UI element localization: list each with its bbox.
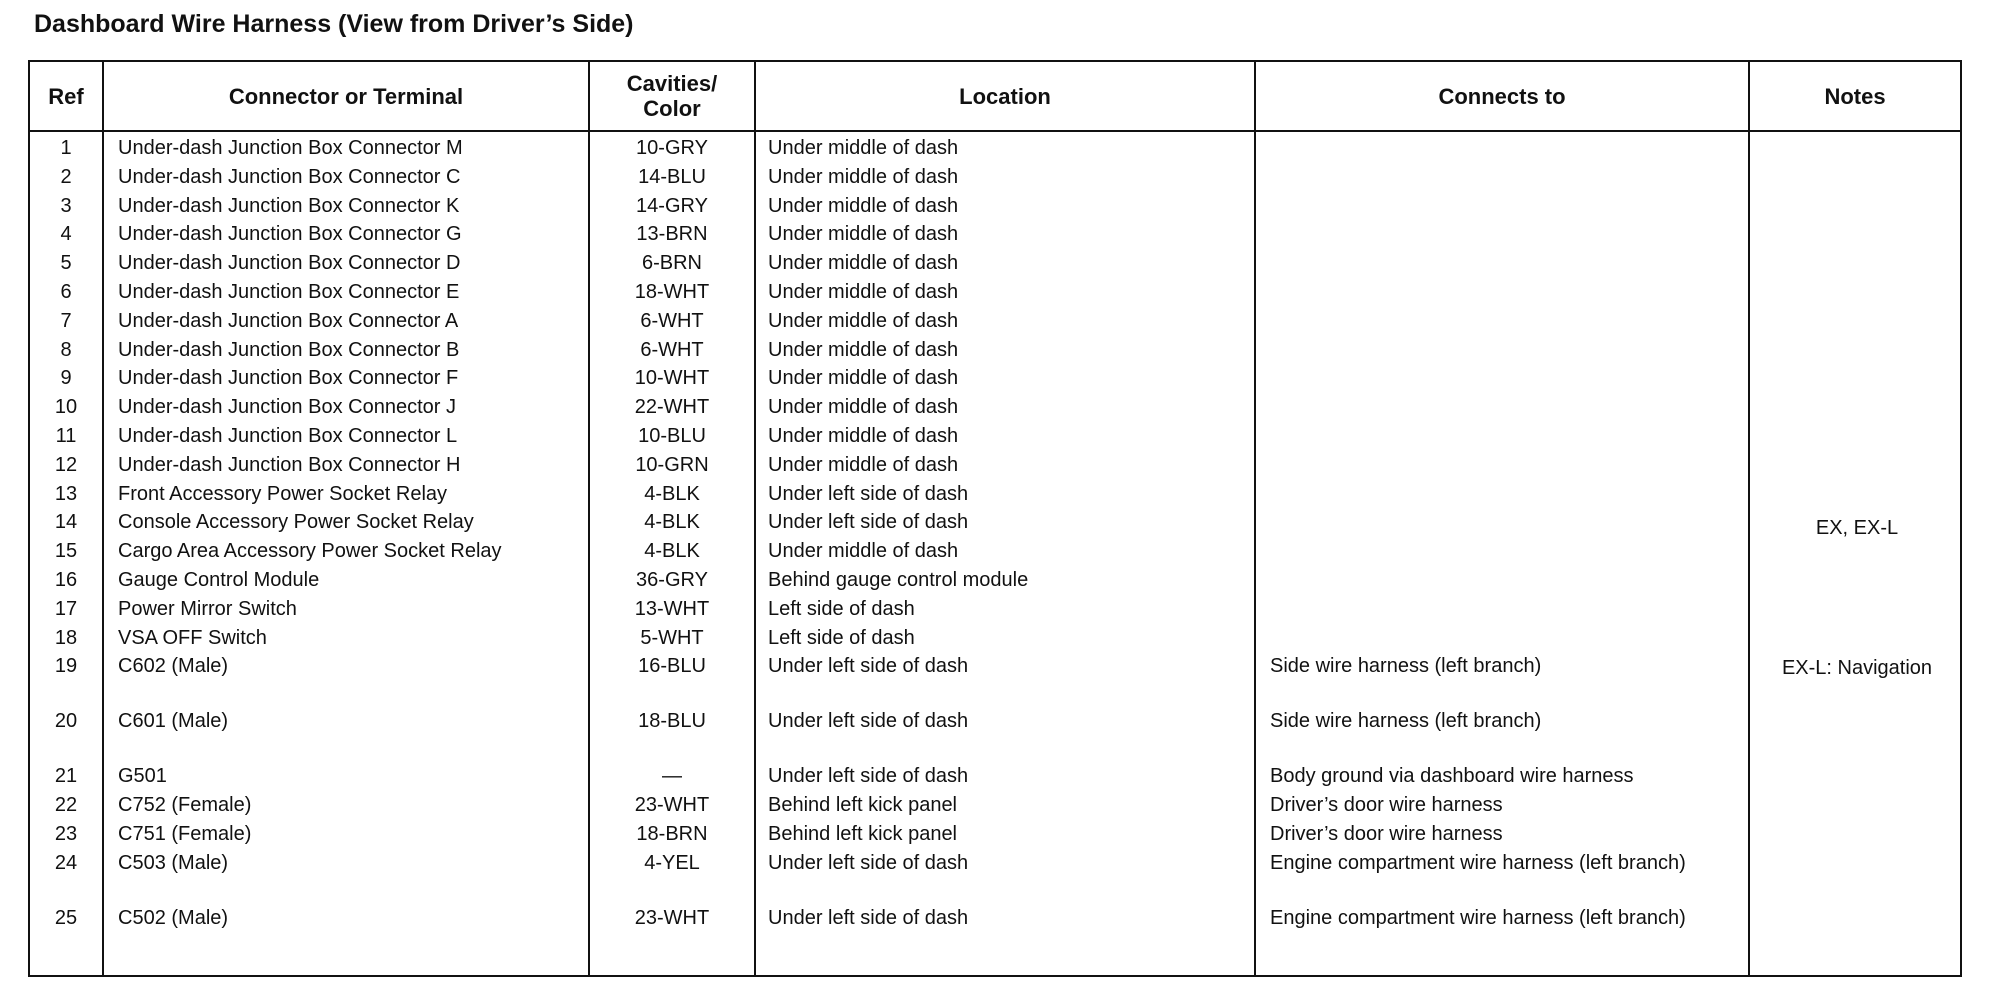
cell-connector: G501 (118, 765, 167, 788)
cell-location: Under middle of dash (768, 194, 959, 217)
cell-location: Under middle of dash (768, 309, 959, 332)
cell-location: Under left side of dash (768, 906, 969, 929)
cell-connector: Under-dash Junction Box Connector G (118, 223, 462, 246)
cell-location: Under middle of dash (768, 223, 959, 246)
cell-location: Under middle of dash (768, 137, 959, 159)
cell-connector: Under-dash Junction Box Connector H (118, 453, 461, 476)
cell-cavities: 22-WHT (634, 396, 710, 419)
cell-location: Under left side of dash (768, 851, 969, 874)
note-exl-navigation: EX-L: Navigation (1781, 657, 1933, 679)
cell-location: Under middle of dash (768, 338, 959, 361)
cell-connector: Under-dash Junction Box Connector F (118, 367, 459, 390)
cell-location: Under middle of dash (768, 252, 959, 275)
cell-cavities: 10-BLU (638, 425, 706, 447)
cell-connector: Under-dash Junction Box Connector A (118, 309, 459, 332)
header-cavities-line1: Cavities/ (626, 71, 718, 96)
cell-cavities: 18-BLU (638, 710, 706, 733)
cell-cavities: 6-WHT (640, 338, 704, 361)
cell-connector: Under-dash Junction Box Connector E (118, 281, 460, 303)
header-cavities-line2: Color (643, 96, 701, 121)
cell-cavities: 13-WHT (634, 597, 710, 620)
page-title: Dashboard Wire Harness (View from Driver’s Side) (34, 10, 634, 38)
cell-ref: 17 (54, 597, 78, 620)
cell-cavities: — (662, 765, 682, 788)
cell-connector: Power Mirror Switch (118, 597, 297, 620)
cell-cavities: 36-GRY (636, 569, 708, 591)
cell-ref: 10 (54, 396, 78, 419)
cell-connector: Under-dash Junction Box Connector B (118, 338, 460, 361)
cell-cavities: 16-BLU (638, 655, 706, 678)
cell-connects-to: Driver’s door wire harness (1270, 794, 1503, 817)
cell-ref: 16 (54, 569, 78, 591)
header-connects-to: Connects to (1438, 83, 1566, 109)
cell-connector: C503 (Male) (118, 851, 229, 874)
cell-ref: 4 (60, 223, 72, 246)
cell-cavities: 6-BRN (641, 252, 702, 275)
cell-ref: 15 (54, 540, 78, 563)
cell-ref: 13 (54, 482, 78, 505)
header-ref: Ref (48, 83, 84, 109)
header-cavities (590, 62, 754, 130)
cell-connects-to: Engine compartment wire harness (left branch) (1270, 906, 1686, 929)
cell-ref: 21 (54, 765, 78, 788)
note-ex-exl: EX, EX-L (1815, 517, 1899, 539)
cell-connects-to: Body ground via dashboard wire harness (1270, 765, 1634, 788)
cell-cavities: 13-BRN (636, 223, 708, 246)
cell-connects-to: Side wire harness (left branch) (1270, 655, 1542, 678)
cell-connector: Under-dash Junction Box Connector J (118, 396, 456, 419)
cell-location: Under middle of dash (768, 540, 959, 563)
cell-ref: 11 (55, 425, 77, 447)
cell-cavities: 18-BRN (636, 823, 708, 845)
cell-ref: 1 (60, 137, 72, 159)
cell-location: Under middle of dash (768, 281, 959, 303)
cell-location: Left side of dash (768, 597, 915, 620)
cell-ref: 5 (60, 252, 72, 275)
cell-location: Under middle of dash (768, 367, 959, 390)
cell-ref: 25 (54, 906, 78, 929)
cell-location: Behind gauge control module (768, 569, 1029, 591)
cell-ref: 14 (54, 511, 78, 534)
cell-connector: Under-dash Junction Box Connector D (118, 252, 461, 275)
cell-connects-to: Side wire harness (left branch) (1270, 710, 1542, 733)
cell-cavities: 14-BLU (638, 165, 706, 188)
cell-location: Under middle of dash (768, 396, 959, 419)
cell-cavities: 4-BLK (644, 511, 700, 534)
cell-cavities: 4-YEL (644, 851, 700, 874)
table-body (30, 132, 1960, 977)
cell-cavities: 5-WHT (640, 626, 704, 649)
cell-cavities: 10-GRN (635, 453, 709, 476)
cell-connector: C601 (Male) (118, 710, 229, 733)
cell-connector: Console Accessory Power Socket Relay (118, 511, 474, 534)
cell-ref: 20 (54, 710, 78, 733)
cell-ref: 12 (54, 453, 78, 476)
cell-location: Under left side of dash (768, 710, 969, 733)
cell-cavities: 23-WHT (634, 794, 710, 817)
cell-cavities: 4-BLK (644, 482, 700, 505)
cell-connector: Front Accessory Power Socket Relay (118, 482, 448, 505)
cell-connector: Under-dash Junction Box Connector K (118, 194, 460, 217)
cell-cavities: 10-GRY (636, 137, 708, 159)
cell-connects-to: Engine compartment wire harness (left branch) (1270, 851, 1686, 874)
cell-ref: 22 (54, 794, 78, 817)
cell-ref: 18 (54, 626, 78, 649)
cell-connector: C602 (Male) (118, 655, 229, 678)
header-notes: Notes (1824, 83, 1886, 109)
cell-connector: Gauge Control Module (118, 569, 320, 591)
cell-connector: Under-dash Junction Box Connector L (118, 425, 458, 447)
cell-connector: C752 (Female) (118, 794, 252, 817)
cell-location: Under middle of dash (768, 453, 959, 476)
cell-ref: 2 (60, 165, 72, 188)
cell-ref: 3 (60, 194, 72, 217)
cell-location: Under middle of dash (768, 165, 959, 188)
cell-location: Under middle of dash (768, 425, 959, 447)
cell-connector: C502 (Male) (118, 906, 229, 929)
cell-location: Under left side of dash (768, 765, 969, 788)
cell-location: Under left side of dash (768, 482, 969, 505)
cell-location: Under left side of dash (768, 655, 969, 678)
cell-ref: 19 (54, 655, 78, 678)
cell-ref: 24 (54, 851, 78, 874)
cell-connector: Under-dash Junction Box Connector C (118, 165, 461, 188)
cell-location: Behind left kick panel (768, 794, 958, 817)
cell-location: Left side of dash (768, 626, 915, 649)
cell-ref: 6 (60, 281, 72, 303)
cell-connector: VSA OFF Switch (118, 626, 267, 649)
cell-ref: 23 (54, 823, 78, 845)
cell-cavities: 18-WHT (634, 281, 710, 303)
cell-location: Under left side of dash (768, 511, 969, 534)
cell-connects-to: Driver’s door wire harness (1270, 823, 1503, 845)
cell-cavities: 14-GRY (636, 194, 708, 217)
cell-cavities: 10-WHT (634, 367, 710, 390)
cell-ref: 9 (60, 367, 72, 390)
cell-connector: Under-dash Junction Box Connector M (118, 137, 463, 159)
cell-ref: 8 (60, 338, 72, 361)
cell-location: Behind left kick panel (768, 823, 958, 845)
wire-harness-table (28, 60, 1962, 977)
cell-cavities: 6-WHT (640, 309, 704, 332)
cell-ref: 7 (60, 309, 72, 332)
header-connector: Connector or Terminal (228, 83, 464, 109)
cell-connector: C751 (Female) (118, 823, 252, 845)
table-header (30, 62, 1960, 132)
cell-cavities: 23-WHT (634, 906, 710, 929)
cell-connector: Cargo Area Accessory Power Socket Relay (118, 540, 502, 563)
cell-cavities: 4-BLK (644, 540, 700, 563)
header-location: Location (959, 83, 1051, 109)
